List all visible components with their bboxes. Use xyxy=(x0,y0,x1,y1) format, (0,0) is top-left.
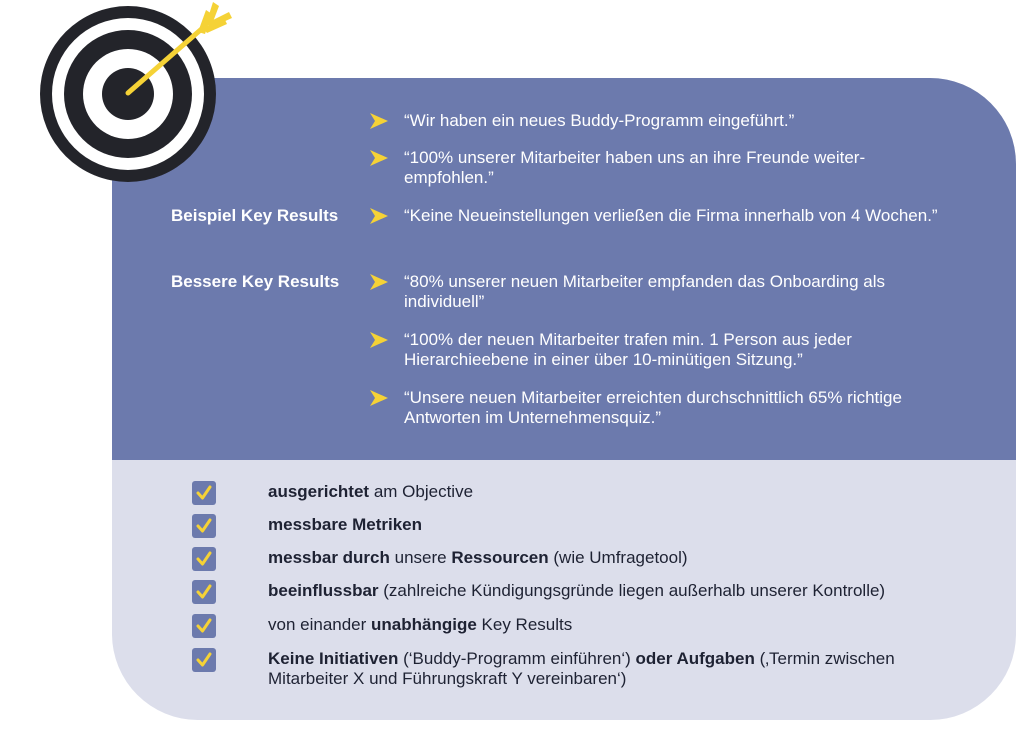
criterion-bold: ausgerichtet xyxy=(268,482,370,501)
criterion-rest: (‚Termin zwischen Mitarbeiter X und Führungskraft Y vereinbaren‘) xyxy=(268,649,895,688)
criterion-text xyxy=(268,482,958,502)
example-key-results-label: Beispiel Key Results xyxy=(171,206,339,225)
arrow-right-icon xyxy=(370,208,388,224)
checkbox-checked-icon xyxy=(192,580,216,604)
checkbox-checked-icon xyxy=(192,614,216,638)
criterion-bold: oder Aufgaben xyxy=(635,649,755,668)
checkbox-checked-icon xyxy=(192,514,216,538)
target-icon xyxy=(0,0,240,190)
better-key-results-label: Bessere Key Results xyxy=(171,272,340,291)
criterion-bold: messbar durch xyxy=(268,548,390,567)
example-result-text: “Wir haben ein neues Buddy-Programm eingeführt.” xyxy=(404,111,795,130)
criterion-mid: unsere xyxy=(389,548,452,567)
criterion-text xyxy=(268,548,958,568)
criterion-bold: unabhängige xyxy=(371,615,477,634)
criterion-text xyxy=(268,581,958,601)
arrow-right-icon xyxy=(370,390,388,406)
criterion-rest: Key Results xyxy=(476,615,573,634)
criterion-text xyxy=(268,515,958,535)
criterion-rest: am Objective xyxy=(369,482,474,501)
criterion-bold: Keine Initiativen xyxy=(268,649,399,668)
arrow-right-icon xyxy=(370,113,388,129)
criterion-mid: (‘Buddy-Programm einführen‘) xyxy=(398,649,636,668)
arrow-right-icon xyxy=(370,274,388,290)
arrow-right-icon xyxy=(370,332,388,348)
example-result-text: “100% unserer Mitarbeiter haben uns an ihre Freunde weiter-empfohlen.” xyxy=(404,148,866,187)
checkbox-checked-icon xyxy=(192,481,216,505)
criterion-bold: Ressourcen xyxy=(451,548,549,567)
key-results-panel xyxy=(112,78,1016,460)
criterion-pre: von einander xyxy=(268,615,372,634)
criterion-bold: beeinflussbar xyxy=(268,581,379,600)
better-result-text: “80% unserer neuen Mitarbeiter empfanden das Onboarding als individuell” xyxy=(404,272,886,311)
criterion-rest: (wie Umfragetool) xyxy=(548,548,688,567)
okr-card xyxy=(112,78,1016,720)
checkbox-checked-icon xyxy=(192,547,216,571)
criterion-text xyxy=(268,615,958,635)
better-result-text: “Unsere neuen Mitarbeiter erreichten durchschnittlich 65% richtige Antworten im Unternehmensquiz.” xyxy=(404,388,902,427)
criterion-bold: messbare Metriken xyxy=(268,515,423,534)
example-result-text: “Keine Neueinstellungen verließen die Firma innerhalb von 4 Wochen.” xyxy=(404,206,938,225)
criterion-text xyxy=(268,649,948,689)
better-result-text: “100% der neuen Mitarbeiter trafen min. 1 Person aus jeder Hierarchieebene in einer über 10-minütigen Sitzung.” xyxy=(404,330,852,369)
arrow-right-icon xyxy=(370,150,388,166)
checkbox-checked-icon xyxy=(192,648,216,672)
criterion-rest: (zahlreiche Kündigungsgründe liegen außerhalb unserer Kontrolle) xyxy=(378,581,886,600)
